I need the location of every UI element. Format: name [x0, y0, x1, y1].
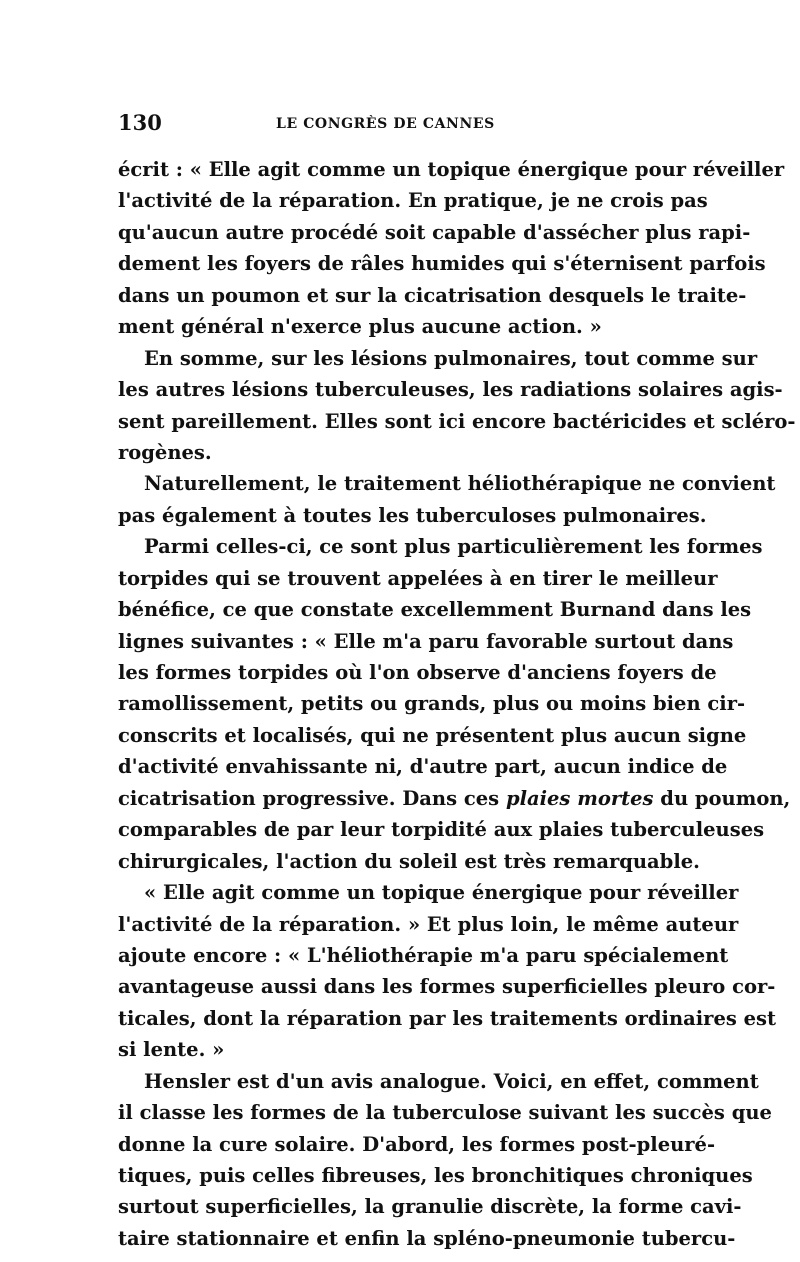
- text-line: l'activité de la réparation. » Et plus loin, le même auteur: [118, 912, 739, 936]
- text-line: torpides qui se trouvent appelées à en tirer le meilleur: [118, 566, 718, 590]
- text-line: les autres lésions tuberculeuses, les radiations solaires agis-: [118, 378, 783, 402]
- text-line: ticales, dont la réparation par les traitements ordinaires est: [118, 1006, 777, 1030]
- text-line: dement les foyers de râles humides qui s'éternisent parfois: [118, 252, 766, 276]
- text-line: rogènes.: [118, 440, 212, 464]
- text-line: lignes suivantes : « Elle m'a paru favorable surtout dans: [118, 629, 734, 653]
- italic-phrase: plaies mortes: [505, 786, 654, 810]
- text-line: avantageuse aussi dans les formes superficielles pleuro cor-: [118, 975, 776, 999]
- body-text: [118, 154, 796, 1254]
- text-line: « Elle agit comme un topique énergique pour réveiller: [144, 881, 739, 905]
- text-line: taire stationnaire et enfin la spléno-pneumonie tubercu-: [118, 1226, 736, 1250]
- text-line: comparables de par leur torpidité aux plaies tuberculeuses: [118, 818, 765, 842]
- text-line: pas également à toutes les tuberculoses pulmonaires.: [118, 503, 707, 527]
- text-line: Naturellement, le traitement héliothérapique ne convient: [144, 472, 776, 496]
- text-line: chirurgicales, l'action du soleil est très remarquable.: [118, 849, 700, 873]
- text-line: sent pareillement. Elles sont ici encore bactéricides et scléro-: [118, 409, 796, 433]
- text-line: si lente. »: [118, 1038, 225, 1062]
- text-line: tiques, puis celles fibreuses, les bronchitiques chroniques: [118, 1164, 753, 1187]
- text-line: dans un poumon et sur la cicatrisation desquels le traite-: [118, 283, 747, 307]
- text-line: ramollissement, petits ou grands, plus ou moins bien cir-: [118, 692, 746, 716]
- text-line: Parmi celles-ci, ce sont plus particulièrement les formes: [144, 535, 763, 559]
- book-page: [118, 110, 796, 1254]
- text-line: il classe les formes de la tuberculose suivant les succès que: [118, 1101, 772, 1125]
- page-number: 130: [118, 110, 162, 135]
- text-line: écrit : « Elle agit comme un topique énergique pour réveiller: [118, 158, 785, 181]
- text-line-with-italic: cicatrisation progressive. Dans ces plaies mortes du poumon,: [118, 786, 791, 810]
- text-line: Hensler est d'un avis analogue. Voici, en effet, comment: [144, 1069, 759, 1093]
- text-line: d'activité envahissante ni, d'autre part, aucun indice de: [118, 755, 728, 779]
- text-line: ment général n'exerce plus aucune action. »: [118, 315, 602, 339]
- running-title: LE CONGRÈS DE CANNES: [276, 116, 495, 132]
- text-line: bénéfice, ce que constate excellemment Burnand dans les: [118, 598, 752, 622]
- page-header: [118, 110, 684, 144]
- text-line: En somme, sur les lésions pulmonaires, tout comme sur: [144, 346, 758, 370]
- text-line: qu'aucun autre procédé soit capable d'assécher plus rapi-: [118, 220, 751, 244]
- text-line: ajoute encore : « L'héliothérapie m'a paru spécialement: [118, 943, 729, 967]
- text-line: l'activité de la réparation. En pratique, je ne crois pas: [118, 189, 708, 213]
- text-line: les formes torpides où l'on observe d'anciens foyers de: [118, 661, 717, 684]
- text-line: donne la cure solaire. D'abord, les formes post-pleuré-: [118, 1132, 716, 1156]
- text-line: conscrits et localisés, qui ne présentent plus aucun signe: [118, 723, 747, 747]
- text-line: surtout superficielles, la granulie discrète, la forme cavi-: [118, 1195, 742, 1219]
